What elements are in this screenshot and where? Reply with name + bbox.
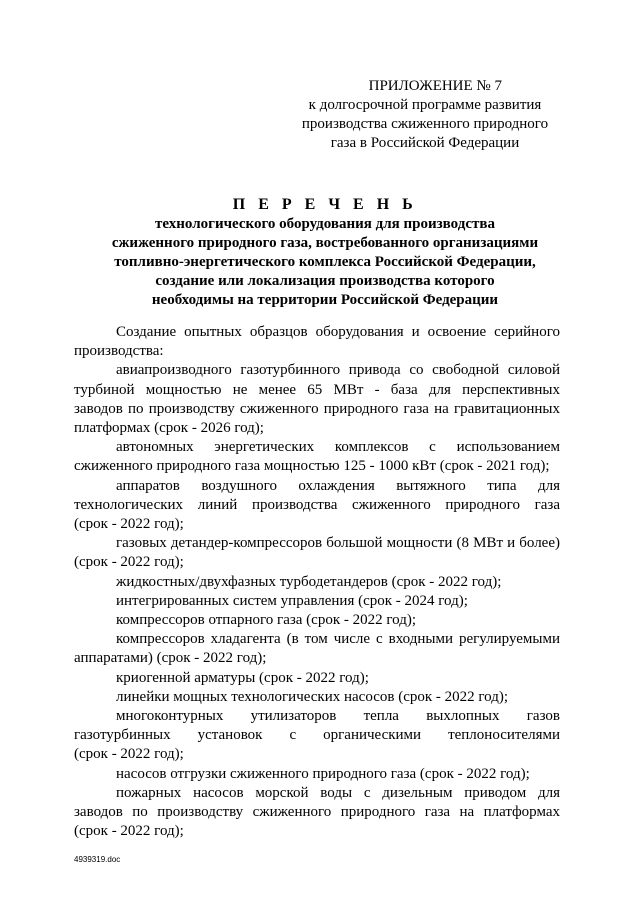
body-paragraph xyxy=(74,361,560,438)
paragraph-line: турбиной мощностью не менее 65 МВт - база для перспективных xyxy=(74,381,560,398)
paragraph-line: жидкостных/двухфазных турбодетандеров (срок - 2022 год); xyxy=(116,573,502,590)
paragraph-line: (срок - 2022 год); xyxy=(74,516,184,533)
appendix-line-3: газа в Российской Федерации xyxy=(330,135,520,151)
paragraph-line: криогенной арматуры (срок - 2022 год); xyxy=(116,669,369,686)
body-paragraph xyxy=(74,573,560,592)
paragraph-line: Создание опытных образцов оборудования и освоение серийного xyxy=(116,324,560,340)
paragraph-line: газовых детандер-компрессоров большой мощности (8 МВт и более) xyxy=(116,535,560,552)
body-paragraph xyxy=(74,438,560,476)
paragraph-line: насосов отгрузки сжиженного природного газа (срок - 2022 год); xyxy=(116,765,530,782)
body-paragraph xyxy=(74,477,560,535)
body-paragraph xyxy=(74,592,560,611)
body-paragraph xyxy=(74,669,560,688)
paragraph-line: автономных энергетических комплексов с использованием xyxy=(116,439,560,456)
paragraph-line: производства: xyxy=(74,343,164,360)
appendix-header xyxy=(290,77,560,153)
paragraph-line: компрессоров хладагента (в том числе с входными регулируемыми xyxy=(116,631,560,648)
title-line-1: технологического оборудования для производства xyxy=(155,216,495,232)
title-line-4: создание или локализация производства которого xyxy=(155,273,495,289)
paragraph-line: заводов по производству сжиженного природного газа на гравитационных xyxy=(74,400,560,417)
document-footer-id: 4939319.doc xyxy=(74,855,121,864)
paragraph-line: (срок - 2022 год); xyxy=(74,823,184,840)
body-paragraph xyxy=(74,323,560,361)
paragraph-line: (срок - 2022 год); xyxy=(74,746,184,763)
paragraph-line: интегрированных систем управления (срок - 2024 год); xyxy=(116,592,468,609)
body-paragraph xyxy=(74,611,560,630)
paragraph-line: платформах (срок - 2026 год); xyxy=(74,420,264,437)
appendix-line-2: производства сжиженного природного xyxy=(301,116,549,132)
paragraph-line: многоконтурных утилизаторов тепла выхлопных газов xyxy=(116,708,560,725)
title-heading: П Е Р Е Ч Е Н Ь xyxy=(232,196,418,213)
title-line-2: сжиженного природного газа, востребованного организациями xyxy=(111,235,539,251)
paragraph-line: (срок - 2022 год); xyxy=(74,554,184,571)
paragraph-line: газотурбинных установок с органическими теплоносителями xyxy=(74,727,560,744)
paragraph-line: линейки мощных технологических насосов (срок - 2022 год); xyxy=(116,688,509,705)
document-body xyxy=(74,323,560,841)
title-line-3: топливно-энергетического комплекса Российской Федерации, xyxy=(114,254,536,270)
paragraph-line: аппаратов воздушного охлаждения вытяжного типа для xyxy=(116,477,560,494)
paragraph-line: пожарных насосов морской воды с дизельным приводом для xyxy=(116,784,560,801)
appendix-line-1: к долгосрочной программе развития xyxy=(308,97,542,113)
paragraph-line: технологических линий производства сжиженного природного газа xyxy=(74,496,560,513)
paragraph-line: сжиженного природного газа мощностью 125 - 1000 кВт (срок - 2021 год); xyxy=(74,458,550,475)
body-paragraph xyxy=(74,707,560,765)
paragraph-line: авиапроизводного газотурбинного привода со свободной силовой xyxy=(116,362,560,379)
paragraph-line: заводов по производству сжиженного природного газа на платформах xyxy=(74,804,560,821)
body-paragraph xyxy=(74,784,560,842)
body-paragraph xyxy=(74,534,560,572)
paragraph-line: аппаратами) (срок - 2022 год); xyxy=(74,650,267,667)
paragraph-line: компрессоров отпарного газа (срок - 2022 год); xyxy=(116,612,417,629)
title-line-5: необходимы на территории Российской Федерации xyxy=(151,292,499,308)
appendix-number: ПРИЛОЖЕНИЕ № 7 xyxy=(368,78,502,94)
body-paragraph xyxy=(74,688,560,707)
document-title xyxy=(70,195,580,310)
body-paragraph xyxy=(74,630,560,668)
body-paragraph xyxy=(74,765,560,784)
